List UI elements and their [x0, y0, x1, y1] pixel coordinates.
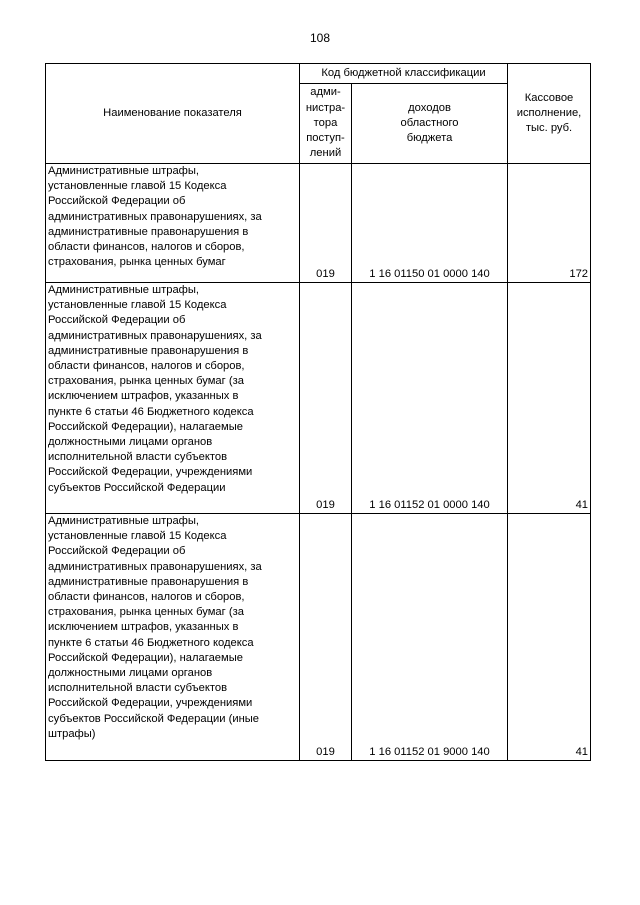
row-name: Административные штрафы, установленные главой 15 Кодекса Российской Федерации об административных правонарушениях, за административные правонарушения в области финансов, налогов и сборов, страхования, рынка ценных бумаг (за исключением штрафов, указанных в пункте 6 статьи 46 Бюджетного кодекса Российской Федерации), налагаемые должностными лицами органов исполнительной власти субъектов Российской Федерации, учреждениями субъектов Российской Федерации	[46, 283, 300, 514]
row-admin-code: 019	[300, 514, 352, 761]
row-income-code: 1 16 01150 01 0000 140	[352, 164, 508, 283]
row-admin-code: 019	[300, 164, 352, 283]
page-number: 108	[309, 31, 331, 45]
header-row-group	[46, 64, 591, 84]
header-administrator: адми- нистра- тора поступ- лений	[300, 84, 352, 164]
row-name: Административные штрафы, установленные главой 15 Кодекса Российской Федерации об административных правонарушениях, за административные правонарушения в области финансов, налогов и сборов, страхования, рынка ценных бумаг (за исключением штрафов, указанных в пункте 6 статьи 46 Бюджетного кодекса Российской Федерации), налагаемые должностными лицами органов исполнительной власти субъектов Российской Федерации, учреждениями субъектов Российской Федерации (иные штрафы)	[46, 514, 300, 761]
row-admin-code: 019	[300, 283, 352, 514]
table-row	[46, 164, 591, 283]
table-row	[46, 283, 591, 514]
budget-table	[45, 63, 591, 761]
row-name: Административные штрафы, установленные главой 15 Кодекса Российской Федерации об административных правонарушениях, за административные правонарушения в области финансов, налогов и сборов, страхования, рынка ценных бумаг	[46, 164, 300, 283]
header-budget-code-group: Код бюджетной классификации	[300, 64, 508, 84]
row-cash-value: 41	[508, 283, 591, 514]
header-regional-income: доходов областного бюджета	[352, 84, 508, 164]
row-cash-value: 172	[508, 164, 591, 283]
row-cash-value: 41	[508, 514, 591, 761]
row-income-code: 1 16 01152 01 9000 140	[352, 514, 508, 761]
header-name: Наименование показателя	[46, 64, 300, 164]
row-income-code: 1 16 01152 01 0000 140	[352, 283, 508, 514]
header-cash-execution: Кассовое исполнение, тыс. руб.	[508, 64, 591, 164]
table-row	[46, 514, 591, 761]
